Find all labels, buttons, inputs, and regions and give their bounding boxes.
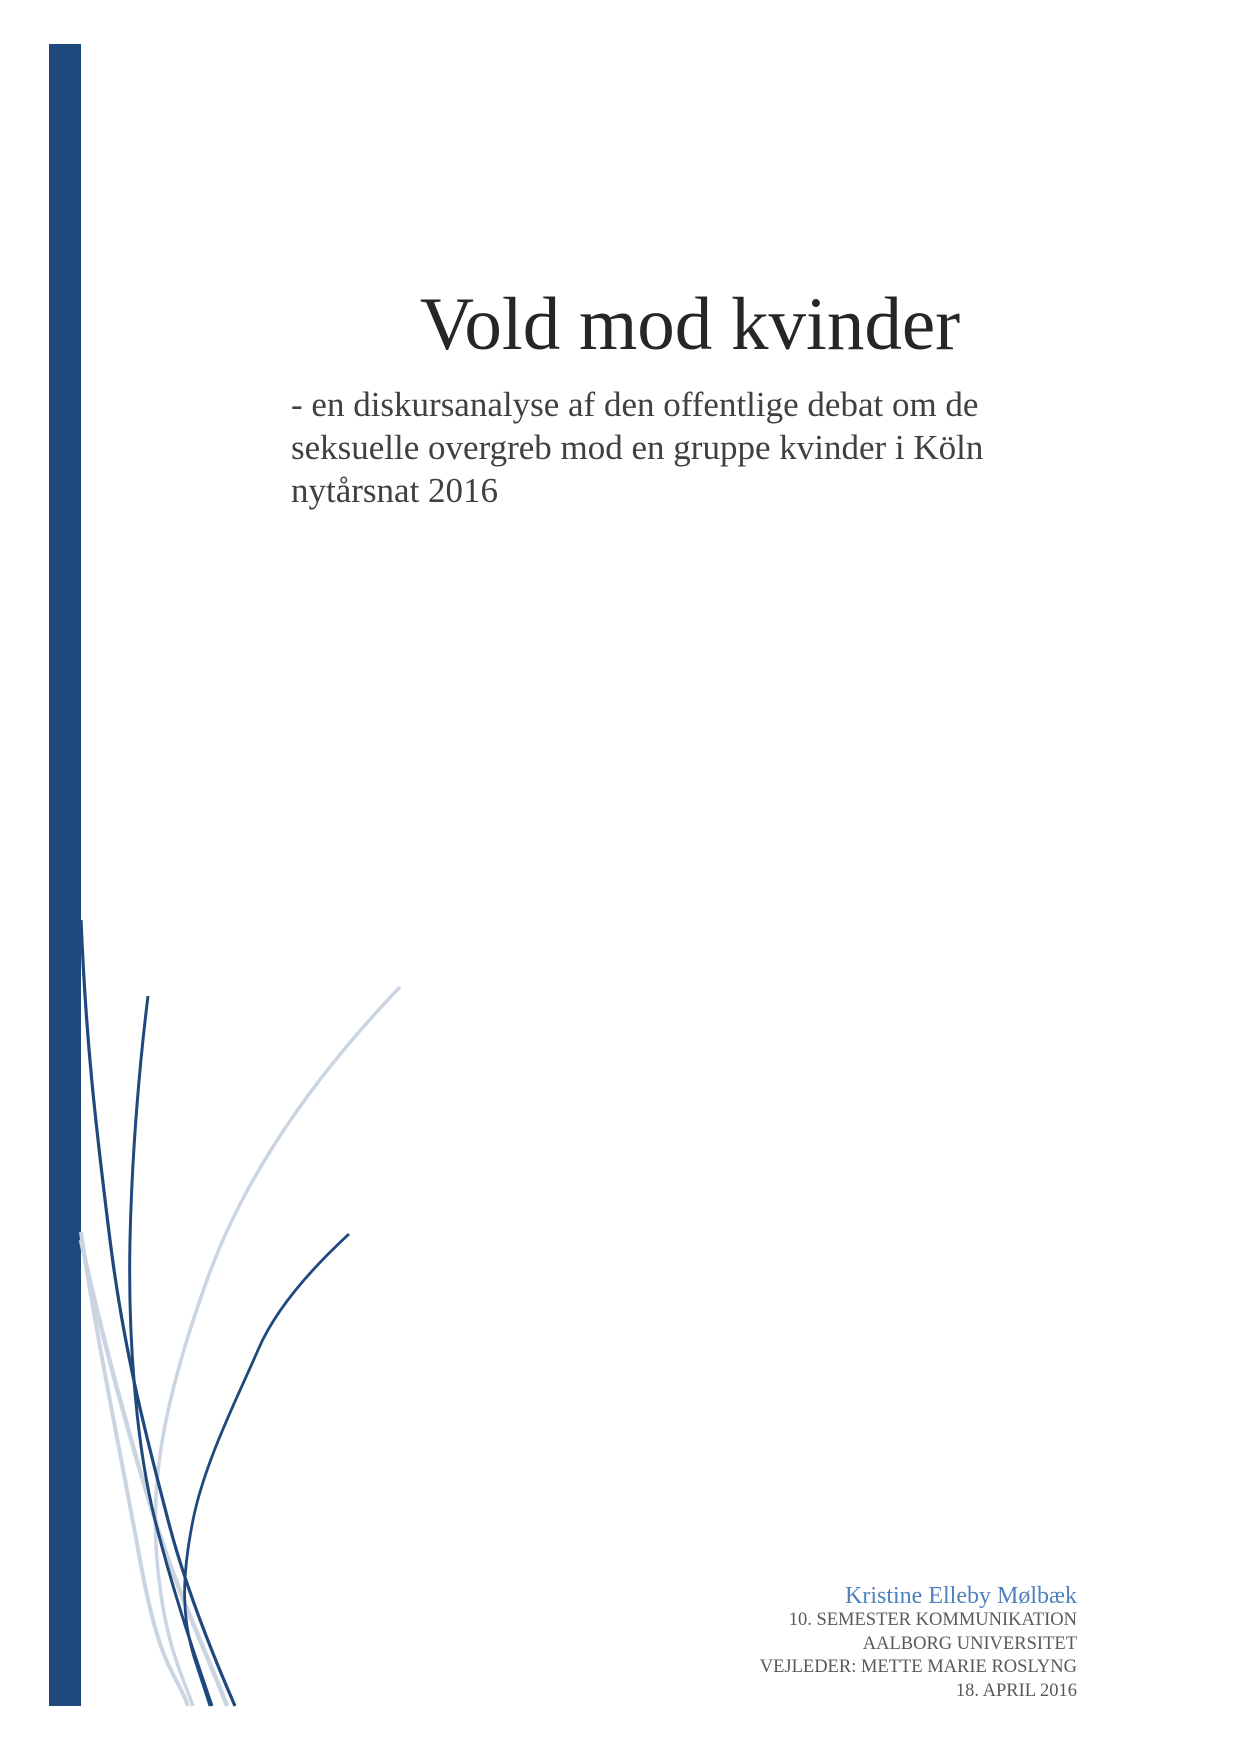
light-curve-a <box>81 1232 188 1706</box>
document-subtitle <box>291 383 1091 512</box>
document-title: Vold mod kvinder <box>419 283 961 366</box>
light-curve-b <box>81 1240 227 1706</box>
author-info-block <box>760 1583 1077 1703</box>
decorative-side-bar <box>49 44 81 1706</box>
dark-curve-b <box>130 996 212 1706</box>
dark-curve-a <box>81 920 235 1706</box>
semester-line: 10. SEMESTER KOMMUNIKATION <box>788 1610 1077 1630</box>
subtitle-line: - en diskursanalyse af den offentlige debat om de <box>291 385 979 424</box>
author-name: Kristine Elleby Mølbæk <box>845 1583 1077 1609</box>
university-line: AALBORG UNIVERSITET <box>862 1633 1077 1654</box>
light-curve-c <box>155 987 400 1706</box>
supervisor-line: VEJLEDER: METTE MARIE ROSLYNG <box>759 1657 1077 1677</box>
subtitle-line: seksuelle overgreb mod en gruppe kvinder i Köln <box>291 428 984 467</box>
subtitle-line: nytårsnat 2016 <box>291 471 499 510</box>
dark-curve-c <box>185 1234 349 1706</box>
date-line: 18. APRIL 2016 <box>955 1680 1077 1701</box>
